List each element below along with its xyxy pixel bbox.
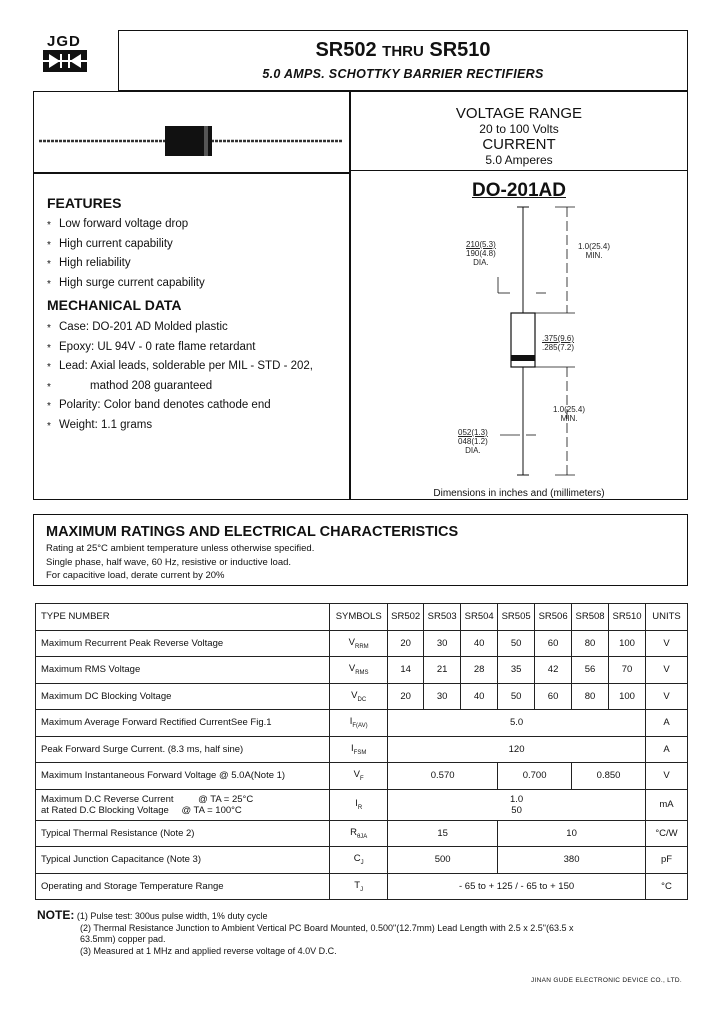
list-item: * High current capability — [47, 235, 205, 255]
voltage-range: VOLTAGE RANGE 20 to 100 Volts CURRENT 5.0 Amperes — [455, 105, 583, 167]
table-row: Operating and Storage Temperature Range $T_J$ - 65 to + 125 / - 65 to + 150 °C — [36, 873, 688, 900]
page-title: SR502 THRU SR510 — [315, 39, 491, 61]
title-box — [118, 30, 688, 91]
list-item: * High surge current capability — [47, 274, 205, 294]
dim-body-dia: 210(5.3) 190(4.8) DIA. — [466, 240, 496, 267]
table-row: Maximum RMS Voltage $V_{RMS}$ 14 21 28 35 42 56 70 V — [36, 657, 688, 684]
table-row: Peak Forward Surge Current. (8.3 ms, half sine) $I_{FSM}$ 120 A — [36, 736, 688, 763]
diode-image-box — [33, 91, 350, 173]
notes: NOTE: (1) Pulse test: 300us pulse width, 1% duty cycle (2) Thermal Resistance Junction to Ambient Vertical PC Board Mounted, 0.500"(12.7mm) Lead Length with 2.5 x 2.5"(63.5 x 63.5mm) copper pad. (3) Measured at 1 MHz and applied reverse voltage of 4.0V D.C. — [37, 908, 574, 956]
list-item: * Low forward voltage drop — [47, 215, 205, 235]
features-title: FEATURES — [47, 195, 122, 211]
table-row: Maximum DC Blocking Voltage $V_{DC}$ 20 30 40 50 60 80 100 V — [36, 683, 688, 710]
footer-company: JINAN GUDE ELECTRONIC DEVICE CO., LTD. — [530, 977, 682, 984]
table-row: Maximum Recurrent Peak Reverse Voltage $V_{RRM}$ 20 30 40 50 60 80 100 V — [36, 630, 688, 657]
dim-body-length: .375(9.6) .285(7.2) — [542, 334, 575, 352]
list-item: * Lead: Axial leads, solderable per MIL - STD - 202, — [47, 357, 313, 377]
list-item: * High reliability — [47, 254, 205, 274]
dim-wire-dia: 052(1.3) 048(1.2) DIA. — [458, 428, 488, 455]
table-row: Maximum Instantaneous Forward Voltage @ 5.0A(Note 1) $V_F$ 0.570 0.700 0.850 V — [36, 763, 688, 790]
list-item: * Polarity: Color band denotes cathode end — [47, 396, 313, 416]
table-row: Typical Junction Capacitance (Note 3) $C_J$ 500 380 pF — [36, 847, 688, 874]
ratings-table — [35, 603, 688, 900]
list-item-continued: * mathod 208 guaranteed — [47, 377, 313, 397]
list-item: * Epoxy: UL 94V - 0 rate flame retardant — [47, 338, 313, 358]
dim-lead-bottom: 1.0(25.4) MIN. — [553, 405, 586, 423]
diode-image — [34, 92, 348, 171]
jgd-logo — [43, 50, 87, 72]
table-row: Maximum Average Forward Rectified CurrentSee Fig.1 $I_{F(AV)}$ 5.0 A — [36, 710, 688, 737]
ratings-title: MAXIMUM RATINGS AND ELECTRICAL CHARACTERISTICS — [46, 524, 459, 540]
logo-text: JGD — [47, 33, 81, 50]
dimensions-caption: Dimensions in inches and (millimeters) — [433, 488, 605, 499]
ratings-box — [33, 514, 688, 586]
divider — [350, 170, 688, 171]
package-name: DO-201AD — [472, 180, 566, 201]
table-header-row: TYPE NUMBER SYMBOLS SR502 SR503 SR504 SR505 SR506 SR508 SR510 UNITS — [36, 604, 688, 631]
list-item: * Weight: 1.1 grams — [47, 416, 313, 436]
subtitle: 5.0 AMPS. SCHOTTKY BARRIER RECTIFIERS — [262, 67, 544, 81]
list-item: * Case: DO-201 AD Molded plastic — [47, 318, 313, 338]
features-list — [47, 215, 205, 293]
ratings-conditions: Rating at 25°C ambient temperature unless otherwise specified. Single phase, half wave, 60 Hz, resistive or inductive load. For capacitive load, derate current by 20% — [46, 543, 315, 581]
table-row: Typical Thermal Resistance (Note 2) $R_{\theta JA}$ 15 10 °C/W — [36, 820, 688, 847]
dim-lead-top: 1.0(25.4) MIN. — [578, 242, 611, 260]
table-row: Maximum D.C Reverse Current @ TA = 25°C at Rated D.C Blocking Voltage @ TA = 100°C $I_R$ 1.0 50 mA — [36, 789, 688, 820]
mechanical-list — [47, 318, 313, 435]
mechanical-title: MECHANICAL DATA — [47, 297, 182, 313]
